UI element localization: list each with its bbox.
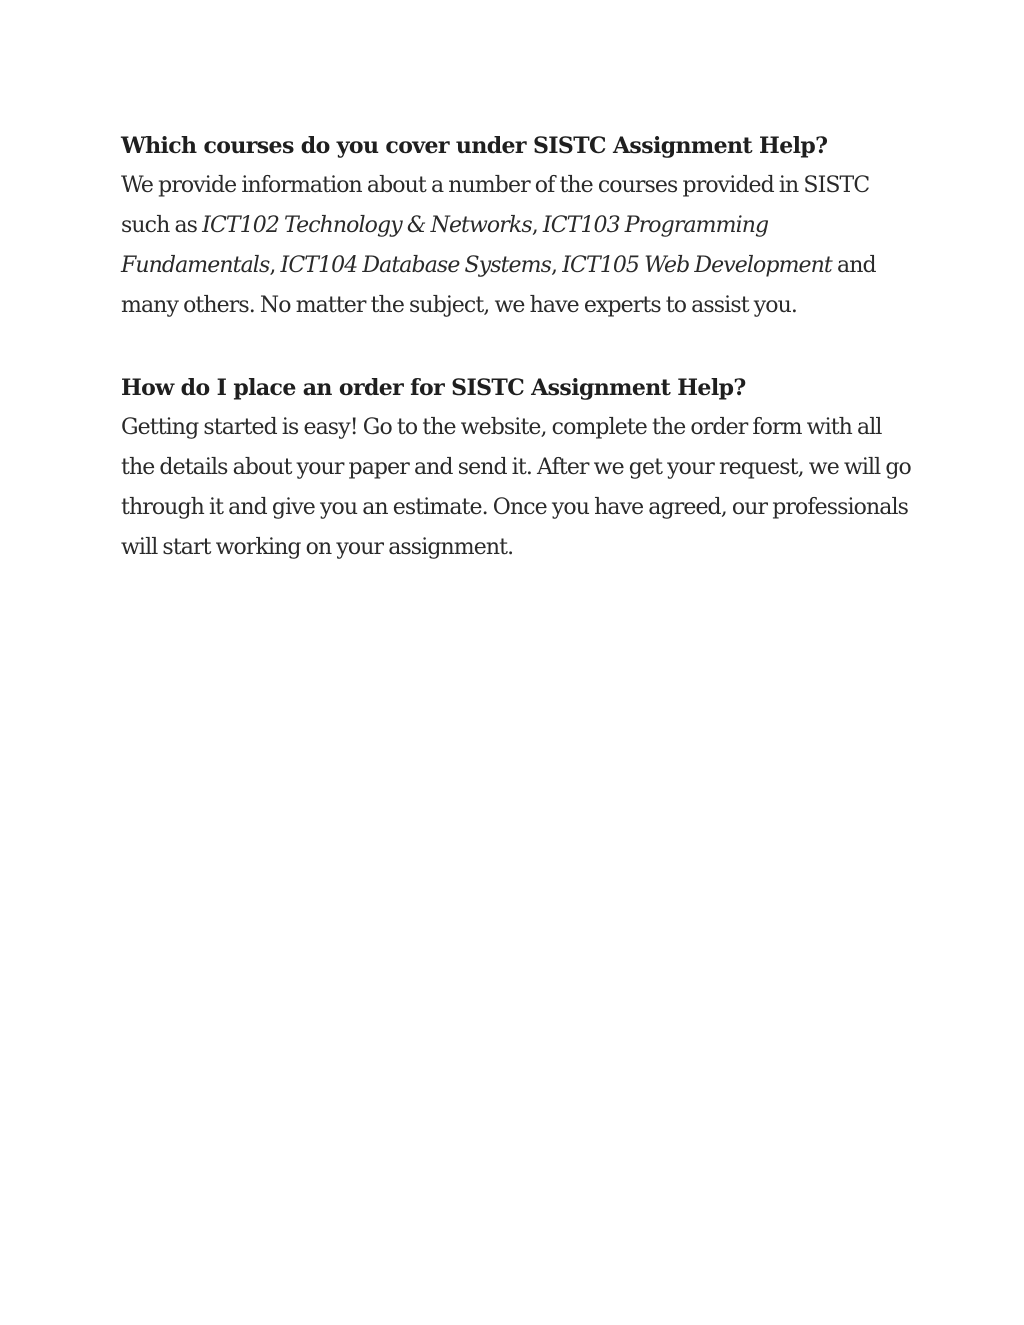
- faq-question-courses: Which courses do you cover under SISTC Assignment Help?: [121, 133, 828, 159]
- course-ict104: ICT104 Database Systems: [280, 253, 552, 278]
- course-ict102: ICT102 Technology & Networks: [202, 213, 532, 238]
- answer-intro-text: We provide information about a number of the courses provided in SISTC such as: [121, 173, 870, 238]
- course-ict103: ICT103 Programming Fundamentals: [121, 213, 769, 278]
- course-separator: ,: [269, 253, 281, 278]
- faq-question-ordering: How do I place an order for SISTC Assignment Help?: [121, 375, 746, 401]
- course-separator: ,: [551, 253, 563, 278]
- faq-answer-courses: [121, 166, 911, 326]
- course-ict105: ICT105 Web Development: [562, 253, 832, 278]
- course-separator: ,: [531, 213, 543, 238]
- answer-outro-text: and many others. No matter the subject, we have experts to assist you.: [121, 253, 876, 318]
- faq-ordering: [121, 368, 911, 568]
- faq-courses: [121, 126, 911, 326]
- faq-answer-ordering: Getting started is easy! Go to the website, complete the order form with all the details about your paper and send it. After we get your request, we will go through it and give you an estimate. Once you have agreed, our professionals will start working on your assignment.: [121, 415, 911, 560]
- document-page: [121, 126, 911, 568]
